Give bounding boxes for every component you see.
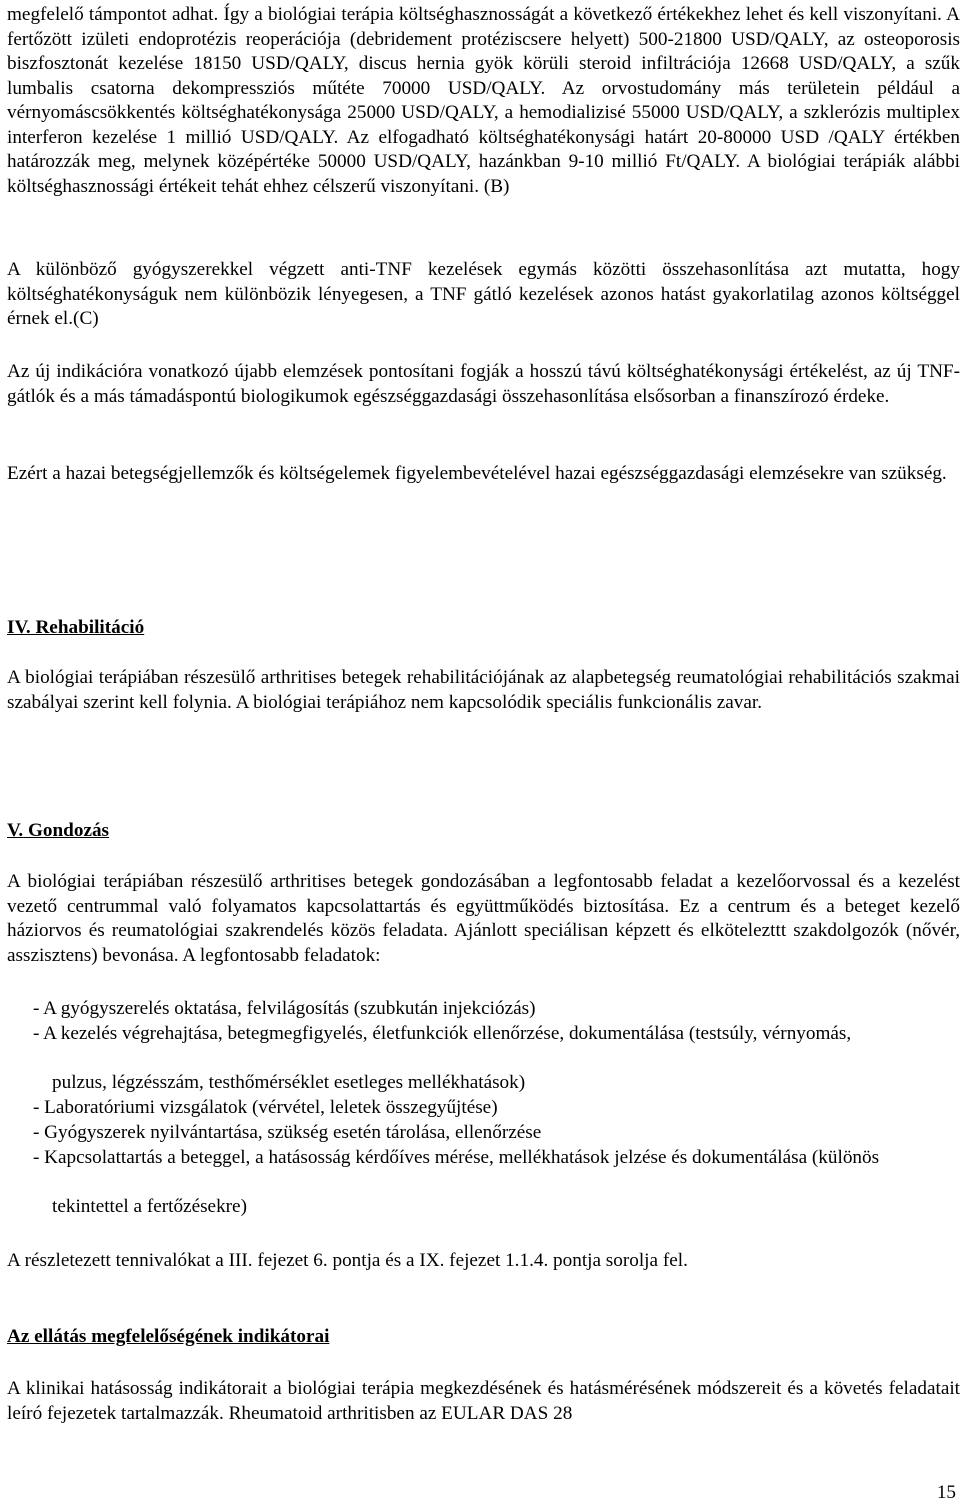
list-item: - Laboratóriumi vizsgálatok (vérvétel, leletek összegyűjtése)	[33, 1097, 498, 1118]
heading-rehabilitation-number: IV.	[7, 617, 31, 638]
paragraph-rehabilitation: A biológiai terápiában részesülő arthritises betegek rehabilitációjának az alapbetegség reumatológiai rehabilitációs szakmai szabályai szerint kell folynia. A biológiai terápiához nem kapcsolódik speciális funkcionális zavar.	[7, 667, 960, 713]
paragraph-new-indications: Az új indikációra vonatkozó újabb elemzések pontosítani fogják a hosszú távú költséghatékonysági értékelést, az új TNF-gátlók és a más támadáspontú biologikumok egészséggazdasági összehasonlítása elsősorban a finanszírozó érdeke.	[7, 361, 960, 407]
heading-rehabilitation	[7, 616, 144, 641]
heading-indicators: Az ellátás megfelelőségének indikátorai	[7, 1326, 330, 1347]
paragraph-reference: A részletezett tennivalókat a III. fejezet 6. pontja és a IX. fejezet 1.1.4. pontja sorolja fel.	[7, 1250, 688, 1271]
list-item: - A gyógyszerelés oktatása, felvilágosítás (szubkután injekciózás)	[33, 998, 536, 1019]
paragraph-cost-utility: megfelelő támpontot adhat. Így a biológiai terápia költséghasznosságát a következő értékekhez lehet és kell viszonyítani. A fertőzött izületi endoprotézis reoperációja (debridement protéziscsere helyett) 500-21800 USD/QALY, az osteoporosis biszfosztonát kezelése 18150 USD/QALY, discus hernia gyök körüli steroid infiltrációja 12668 USD/QALY, a szűk lumbalis csatorna dekompressziós műtéte 70000 USD/QALY. Az orvostudomány más területein például a vérnyomáscsökkentés költséghatékonysága 25000 USD/QALY, a hemodializisé 55000 USD/QALY, a szklerózis multiplex interferon kezelése 1 millió USD/QALY. Az elfogadható költséghatékonysági határt 20-80000 USD /QALY értékben határozzák meg, melynek középértéke 50000 USD/QALY, hazánkban 9-10 millió Ft/QALY. A biológiai terápiák alábbi költséghasznossági értékeit tehát ehhez célszerű viszonyítani. (B)	[7, 4, 960, 197]
list-item-continuation: pulzus, légzésszám, testhőmérséklet esetleges mellékhatások)	[52, 1072, 526, 1093]
paragraph-anti-tnf-comparison: A különböző gyógyszerekkel végzett anti-TNF kezelések egymás közötti összehasonlítása azt mutatta, hogy költséghatékonyságuk nem különbözik lényegesen, a TNF gátló kezelések azonos hatást gyakorlatilag azonos költséggel érnek el.(C)	[7, 259, 960, 329]
heading-care-title: Gondozás	[27, 820, 110, 841]
paragraph-care: A biológiai terápiában részesülő arthritises betegek gondozásában a legfontosabb feladat a kezelőorvossal és a kezelést vezető centrummal való folyamatos kapcsolattartás és együttműködés biztosítása. Ez a centrum és a beteget kezelő háziorvos és reumatológiai szakrendelés közös feladata. Ajánlott speciálisan képzett és elkötelezttt szakdolgozók (nővér, asszisztens) bevonása. A legfontosabb feladatok:	[7, 871, 960, 966]
list-item: - Kapcsolattartás a beteggel, a hatásosság kérdőíves mérése, mellékhatások jelzése és dokumentálása (különös	[33, 1147, 880, 1168]
heading-rehabilitation-title: Rehabilitáció	[35, 617, 145, 638]
heading-care	[7, 819, 109, 844]
paragraph-domestic-analysis: Ezért a hazai betegségjellemzők és költségelemek figyelembevételével hazai egészséggazdasági elemzésekre van szükség.	[7, 463, 947, 484]
list-item-continuation: tekintettel a fertőzésekre)	[52, 1196, 247, 1217]
heading-care-number: V.	[7, 820, 24, 841]
list-item: - Gyógyszerek nyilvántartása, szükség esetén tárolása, ellenőrzése	[33, 1122, 542, 1143]
list-item: - A kezelés végrehajtása, betegmegfigyelés, életfunkciók ellenőrzése, dokumentálása (testsúly, vérnyomás,	[33, 1023, 852, 1044]
paragraph-indicators: A klinikai hatásosság indikátorait a biológiai terápia megkezdésének és hatásmérésének módszereit és a követés feladatait leíró fejezetek tartalmazzák. Rheumatoid arthritisben az EULAR DAS 28	[7, 1378, 960, 1424]
page-number: 15	[936, 1482, 956, 1503]
